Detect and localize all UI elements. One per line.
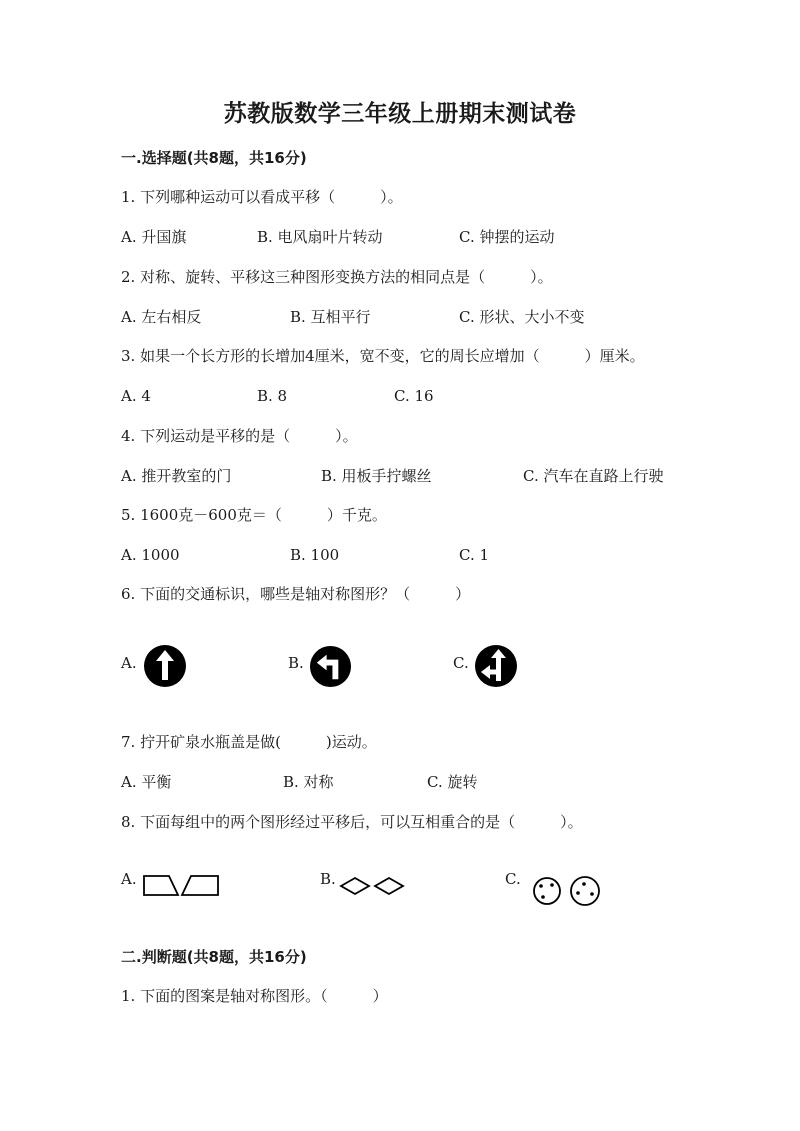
question-6-option-b: B. bbox=[288, 654, 304, 672]
question-3-option-b: B. 8 bbox=[257, 387, 288, 405]
question-6-option-a: A. bbox=[121, 654, 137, 672]
question-3-option-c: C. 16 bbox=[394, 387, 434, 405]
question-4-option-a: A. 推开教室的门 bbox=[121, 467, 232, 485]
section-heading-choice: 一.选择题(共8题，共16分) bbox=[121, 149, 307, 167]
question-7-option-c: C. 旋转 bbox=[427, 773, 478, 791]
question-3-stem: 3. 如果一个长方形的长增加4厘米，宽不变，它的周长应增加（ ）厘米。 bbox=[121, 347, 645, 365]
question-8-option-b: B. bbox=[320, 870, 336, 888]
question-2-option-c: C. 形状、大小不变 bbox=[459, 308, 585, 326]
tf-question-1-stem: 1. 下面的图案是轴对称图形。（ ） bbox=[121, 987, 388, 1005]
question-8-option-c: C. bbox=[505, 870, 521, 888]
question-1-stem: 1. 下列哪种运动可以看成平移（ ）。 bbox=[121, 188, 403, 206]
question-5-option-c: C. 1 bbox=[459, 546, 490, 564]
question-1-option-c: C. 钟摆的运动 bbox=[459, 228, 555, 246]
section-heading-true-false: 二.判断题(共8题，共16分) bbox=[121, 948, 307, 966]
question-5-option-a: A. 1000 bbox=[121, 546, 180, 564]
straight-arrow-sign-icon bbox=[143, 644, 187, 688]
question-7-option-a: A. 平衡 bbox=[121, 773, 172, 791]
question-4-stem: 4. 下列运动是平移的是（ ）。 bbox=[121, 427, 358, 445]
page-title: 苏教版数学三年级上册期末测试卷 bbox=[223, 101, 577, 127]
question-2-stem: 2. 对称、旋转、平移这三种图形变换方法的相同点是（ ）。 bbox=[121, 268, 553, 286]
question-2-option-a: A. 左右相反 bbox=[121, 308, 202, 326]
question-5-stem: 5. 1600克－600克＝（ ）千克。 bbox=[121, 506, 387, 524]
question-4-option-c: C. 汽车在直路上行驶 bbox=[523, 467, 664, 485]
question-3-option-a: A. 4 bbox=[121, 387, 151, 405]
question-6-option-c: C. bbox=[453, 654, 469, 672]
question-8-option-a: A. bbox=[121, 870, 137, 888]
question-8-stem: 8. 下面每组中的两个图形经过平移后，可以互相重合的是（ ）。 bbox=[121, 813, 583, 831]
left-turn-sign-icon bbox=[309, 645, 352, 688]
question-2-option-b: B. 互相平行 bbox=[290, 308, 371, 326]
dotted-circle-pair-icon bbox=[530, 876, 604, 906]
question-1-option-b: B. 电风扇叶片转动 bbox=[257, 228, 383, 246]
question-4-option-b: B. 用板手拧螺丝 bbox=[321, 467, 432, 485]
split-arrow-sign-icon bbox=[474, 644, 518, 688]
trapezoid-parallelogram-pair-icon bbox=[141, 872, 223, 898]
question-6-stem: 6. 下面的交通标识，哪些是轴对称图形？（ ） bbox=[121, 585, 471, 603]
question-5-option-b: B. 100 bbox=[290, 546, 340, 564]
diamond-pair-icon bbox=[339, 875, 405, 897]
question-7-stem: 7. 拧开矿泉水瓶盖是做( )运动。 bbox=[121, 733, 377, 751]
question-7-option-b: B. 对称 bbox=[283, 773, 334, 791]
question-1-option-a: A. 升国旗 bbox=[121, 228, 187, 246]
